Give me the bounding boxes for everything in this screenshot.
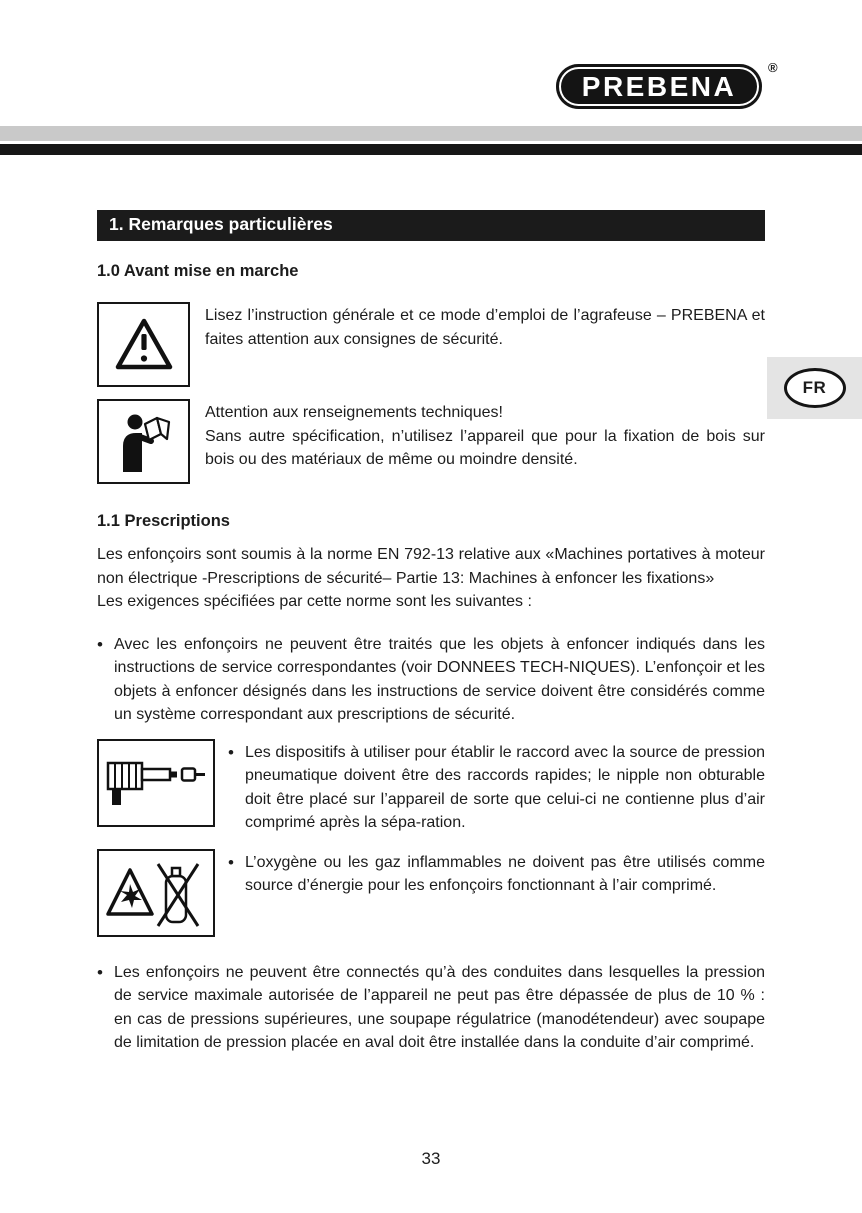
prescription-bullet-3-text: L’oxygène ou les gaz inflammables ne doivent pas être utilisés comme source d’énergie pour les enfonçoirs fonctionnant à l’air comprimé. (245, 853, 765, 894)
language-badge-label: FR (802, 378, 827, 397)
subsection-heading-1-1: 1.1 Prescriptions (97, 512, 230, 530)
prescription-no-flammable-gas (97, 849, 765, 937)
reading-person-icon (115, 412, 173, 472)
subsection-heading-1-0: 1.0 Avant mise en marche (97, 262, 299, 280)
language-tab (767, 357, 862, 419)
bullet-marker: • (97, 962, 103, 982)
prebena-logo (556, 64, 762, 109)
prescription-bullet-2-text: Les dispositifs à utiliser pour établir le raccord avec la source de pression pneumatique doivent être des raccords rapides; le nipple non obturable doit être placé sur l’appareil de sorte que celui-ci ne contienne plus d’air comprimé après la sépa-ration. (245, 743, 765, 831)
notice-technical-body: Sans autre spécification, n’utilisez l’appareil que pour la fixation de bois sur bois ou des matériaux de même ou moindre densité. (205, 427, 765, 468)
read-manual-icon-box (97, 399, 190, 484)
pneumatic-tool-icon-box (97, 739, 215, 827)
prescription-bullet-4-text: Les enfonçoirs ne peuvent être connectés qu’à des conduites dans lesquelles la pression de service maximale autorisée de l’appareil ne peut pas être dépassée de plus de 10 % : en cas de pressions supérieures, une soupape régulatrice (manodétendeur) avec soupape de limitation de pression placée en aval doit être installée dans la conduite d’air comprimé. (114, 963, 765, 1051)
prescriptions-intro2: Les exigences spécifiées par cette norme sont les suivantes : (97, 593, 532, 610)
warning-icon-box (97, 302, 190, 387)
notice-general-warning (97, 302, 765, 387)
bullet-marker: • (97, 634, 103, 654)
notice-technical-title: Attention aux renseignements techniques! (205, 404, 503, 421)
bullet-marker: • (228, 852, 234, 872)
prescription-bullet-2 (228, 739, 765, 835)
prebena-logo-pill (556, 64, 762, 109)
divider-bar-gray (0, 126, 862, 141)
prescription-air-connection (97, 739, 765, 835)
prebena-logo-text: PREBENA (581, 70, 737, 102)
notice-technical-text (205, 399, 765, 472)
prescription-bullet-4 (97, 961, 765, 1055)
registered-trademark: ® (768, 60, 778, 75)
pneumatic-tool-icon (104, 751, 208, 815)
prescription-bullet-1-text: Avec les enfonçoirs ne peuvent être traités que les objets à enfoncer indiqués dans les instructions de service correspondantes (voir DONNEES TECH-NIQUES). L’enfonçoir et les objets à enfoncer désignés dans les instructions de service doivent être considérés comme un système correspondant aux prescriptions de sécurité. (114, 635, 765, 723)
bullet-marker: • (228, 742, 234, 762)
section-heading: 1. Remarques particulières (97, 210, 765, 241)
prescription-bullet-1 (97, 633, 765, 727)
notice-technical (97, 399, 765, 484)
language-badge-fr (784, 368, 846, 408)
prescriptions-intro: Les enfonçoirs sont soumis à la norme EN 792-13 relative aux «Machines portatives à moteur non électrique -Prescriptions de sécurité– Partie 13: Machines à enfoncer les fixations» (97, 546, 765, 587)
explosion-gas-cylinder-icon (104, 858, 208, 928)
page-content (97, 210, 765, 1067)
page-number: 33 (421, 1149, 441, 1168)
warning-triangle-icon (114, 317, 174, 373)
notice-general-text: Lisez l’instruction générale et ce mode d’emploi de l’agrafeuse – PREBENA et faites attention aux consignes de sécurité. (205, 307, 765, 348)
prescription-bullet-3 (228, 849, 765, 898)
explosion-icon-box (97, 849, 215, 937)
divider-bar-black (0, 144, 862, 155)
